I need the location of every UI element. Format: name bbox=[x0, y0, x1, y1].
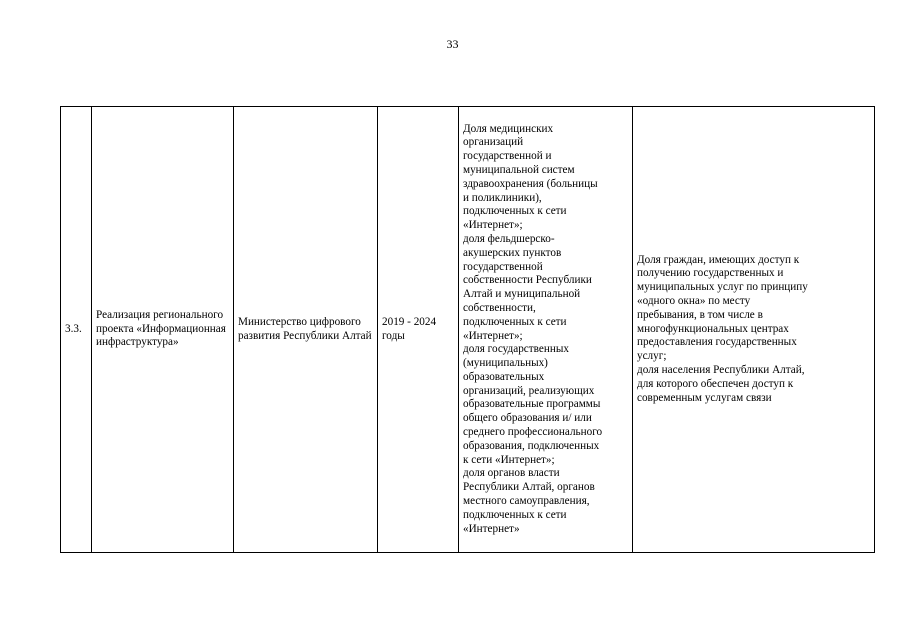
row-number-cell: 3.3. bbox=[61, 107, 92, 553]
event-name-cell: Реализация регионального проекта «Информационная инфраструктура» bbox=[92, 107, 234, 553]
table-row bbox=[61, 107, 875, 553]
period-cell: 2019 - 2024 годы bbox=[378, 107, 459, 553]
page-number: 33 bbox=[446, 37, 459, 51]
indicators-cell: Доля медицинских организаций государственной и муниципальной систем здравоохранения (больницы и поликлиники), подключенных к сети «Интернет»; доля фельдшерско- акушерских пунктов государственной собственности Республики Алтай и муниципальной собственности, подключенных к сети «Интернет»; доля государственных (муниципальных) образовательных организаций, реализующих образовательные программы общего образования и/ или среднего профессионального образования, подключенных к сети «Интернет»; доля органов власти Республики Алтай, органов местного самоуправления, подключенных к сети «Интернет» bbox=[459, 107, 633, 553]
executor-cell: Министерство цифрового развития Республики Алтай bbox=[234, 107, 378, 553]
results-cell: Доля граждан, имеющих доступ к получению государственных и муниципальных услуг по принципу «одного окна» по месту пребывания, в том числе в многофункциональных центрах предоставления государственных услуг; доля населения Республики Алтай, для которого обеспечен доступ к современным услугам связи bbox=[633, 107, 875, 553]
program-table bbox=[60, 106, 875, 553]
